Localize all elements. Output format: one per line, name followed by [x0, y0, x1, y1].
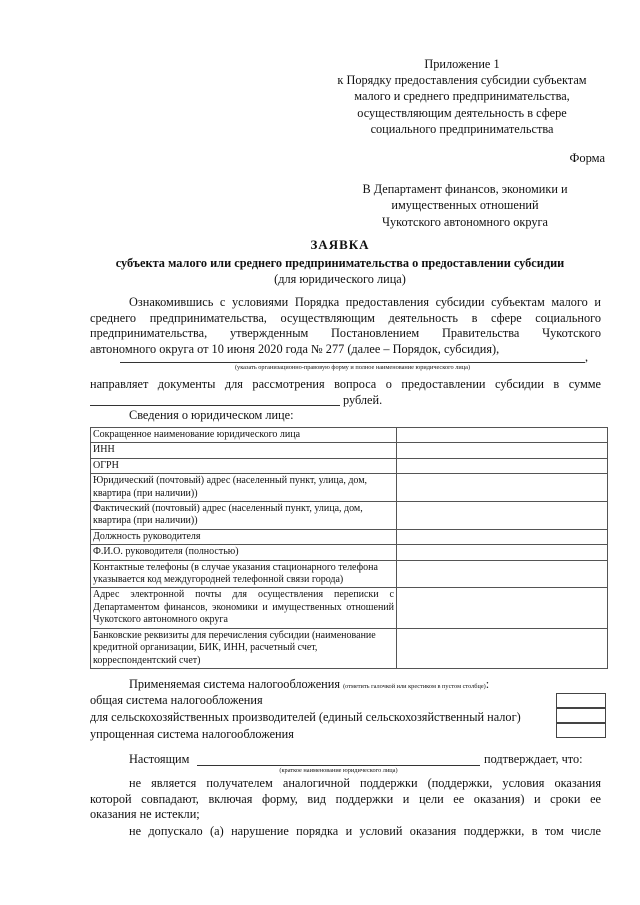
- org-name-hint: (указать организационно-правовую форму и полное наименование юридического лица): [234, 364, 471, 371]
- table-row: [91, 443, 608, 458]
- confirm-paragraph-2: [90, 824, 601, 840]
- row-value-cell[interactable]: [397, 545, 608, 560]
- table-row: [91, 588, 608, 628]
- row-label: Контактные телефоны (в случае указания стационарного телефона указывается код междугородней телефонной связи города): [91, 560, 397, 588]
- addressee-line: В Департамент финансов, экономики и: [362, 182, 568, 196]
- addressee-line: Чукотского автономного округа: [382, 214, 548, 229]
- info-heading: Сведения о юридическом лице:: [129, 408, 294, 422]
- row-label: ОГРН: [91, 458, 397, 473]
- document-title: ЗАЯВКА: [310, 237, 370, 252]
- confirm-paragraph-1: [90, 776, 601, 823]
- appendix-block: [318, 56, 606, 137]
- appendix-line: социального предпринимательства: [370, 121, 554, 136]
- row-value-cell[interactable]: [397, 502, 608, 530]
- table-row: [91, 458, 608, 473]
- row-label: Банковские реквизиты для перечисления субсидии (наименование кредитной организации, БИК, ИНН, расчетный счет, корреспондентский счет): [91, 628, 397, 668]
- confirm-start: Настоящим: [129, 752, 190, 766]
- confirm-line: которой совпадают, включая форму, вид поддержки и цели ее оказания) и сроки ее: [90, 791, 601, 806]
- row-value-cell[interactable]: [397, 560, 608, 588]
- addressee-line: имущественных отношений: [391, 198, 539, 213]
- confirm-line: не является получателем аналогичной поддержки (поддержки, условия оказания: [129, 776, 601, 790]
- row-label: Адрес электронной почты для осуществления переписки с Департаментом финансов, экономики и имущественных отношений Чукотского автономного округа: [91, 588, 397, 628]
- table-row: [91, 560, 608, 588]
- row-label: Должность руководителя: [91, 529, 397, 544]
- confirm-end: подтверждает, что:: [484, 752, 583, 766]
- table-row: [91, 545, 608, 560]
- tax-option-checkbox[interactable]: [556, 723, 606, 738]
- info-table: [90, 427, 608, 669]
- row-value-cell[interactable]: [397, 628, 608, 668]
- intro-line: среднего предпринимательства, осуществляющим деятельность в сфере социального: [90, 310, 601, 325]
- document-subtitle: субъекта малого или среднего предпринимательства о предоставлении субсидии: [115, 256, 565, 270]
- table-row: [91, 502, 608, 530]
- row-label: Юридический (почтовый) адрес (населенный пункт, улица, дом, квартира (при наличии)): [91, 474, 397, 502]
- row-label: Сокращенное наименование юридического лица: [91, 428, 397, 443]
- tax-heading: Применяемая система налогообложения: [129, 677, 340, 691]
- appendix-line: Приложение 1: [424, 57, 500, 71]
- row-value-cell[interactable]: [397, 458, 608, 473]
- row-label: Ф.И.О. руководителя (полностью): [91, 545, 397, 560]
- tax-option-label: упрощенная система налогообложения: [90, 727, 294, 741]
- org-name-comma: ,: [585, 350, 589, 364]
- org-name-blank[interactable]: [120, 362, 585, 363]
- row-value-cell[interactable]: [397, 588, 608, 628]
- appendix-line: осуществляющим деятельность в сфере: [357, 105, 567, 120]
- short-name-blank[interactable]: [197, 765, 480, 766]
- rubles-label: рублей.: [343, 393, 383, 407]
- table-row: [91, 529, 608, 544]
- intro-line: автономного округа от 10 июня 2020 года № 277 (далее – Порядок, субсидия),: [90, 341, 500, 356]
- appendix-line: малого и среднего предпринимательства,: [354, 89, 570, 104]
- row-label: Фактический (почтовый) адрес (населенный пункт, улица, дом, квартира (при наличии)): [91, 502, 397, 530]
- intro-line: предпринимательства, утвержденным Постановлением Правительства Чукотского: [90, 326, 601, 340]
- tax-option-label: общая система налогообложения: [90, 693, 263, 707]
- row-value-cell[interactable]: [397, 443, 608, 458]
- addressee-block: [320, 181, 610, 230]
- short-name-hint: (краткое наименование юридического лица): [279, 767, 398, 774]
- row-value-cell[interactable]: [397, 428, 608, 443]
- tax-hint: (отметить галочкой или крестиком в пустом столбце): [343, 683, 486, 690]
- table-row: [91, 628, 608, 668]
- tax-heading-line: [129, 677, 489, 692]
- document-subtitle-note: (для юридического лица): [274, 272, 406, 286]
- form-label: Форма: [569, 151, 605, 165]
- intro-paragraph: [90, 295, 601, 357]
- table-row: [91, 474, 608, 502]
- row-value-cell[interactable]: [397, 474, 608, 502]
- confirm-line: оказания не истекли;: [90, 807, 200, 821]
- tax-option-checkbox[interactable]: [556, 708, 606, 723]
- table-row: [91, 428, 608, 443]
- tax-colon: :: [485, 677, 490, 691]
- intro-line: Ознакомившись с условиями Порядка предоставления субсидии субъектам малого и: [129, 295, 601, 309]
- row-value-cell[interactable]: [397, 529, 608, 544]
- appendix-line: к Порядку предоставления субсидии субъектам: [337, 73, 587, 88]
- tax-option-label: для сельскохозяйственных производителей (единый сельскохозяйственный налог): [90, 710, 521, 724]
- direct-line: направляет документы для рассмотрения вопроса о предоставлении субсидии в сумме: [90, 377, 601, 391]
- confirm-line: не допускало (а) нарушение порядка и условий оказания поддержки, в том числе: [129, 824, 601, 838]
- row-label: ИНН: [91, 443, 397, 458]
- tax-option-checkbox[interactable]: [556, 693, 606, 708]
- amount-blank[interactable]: [90, 405, 340, 406]
